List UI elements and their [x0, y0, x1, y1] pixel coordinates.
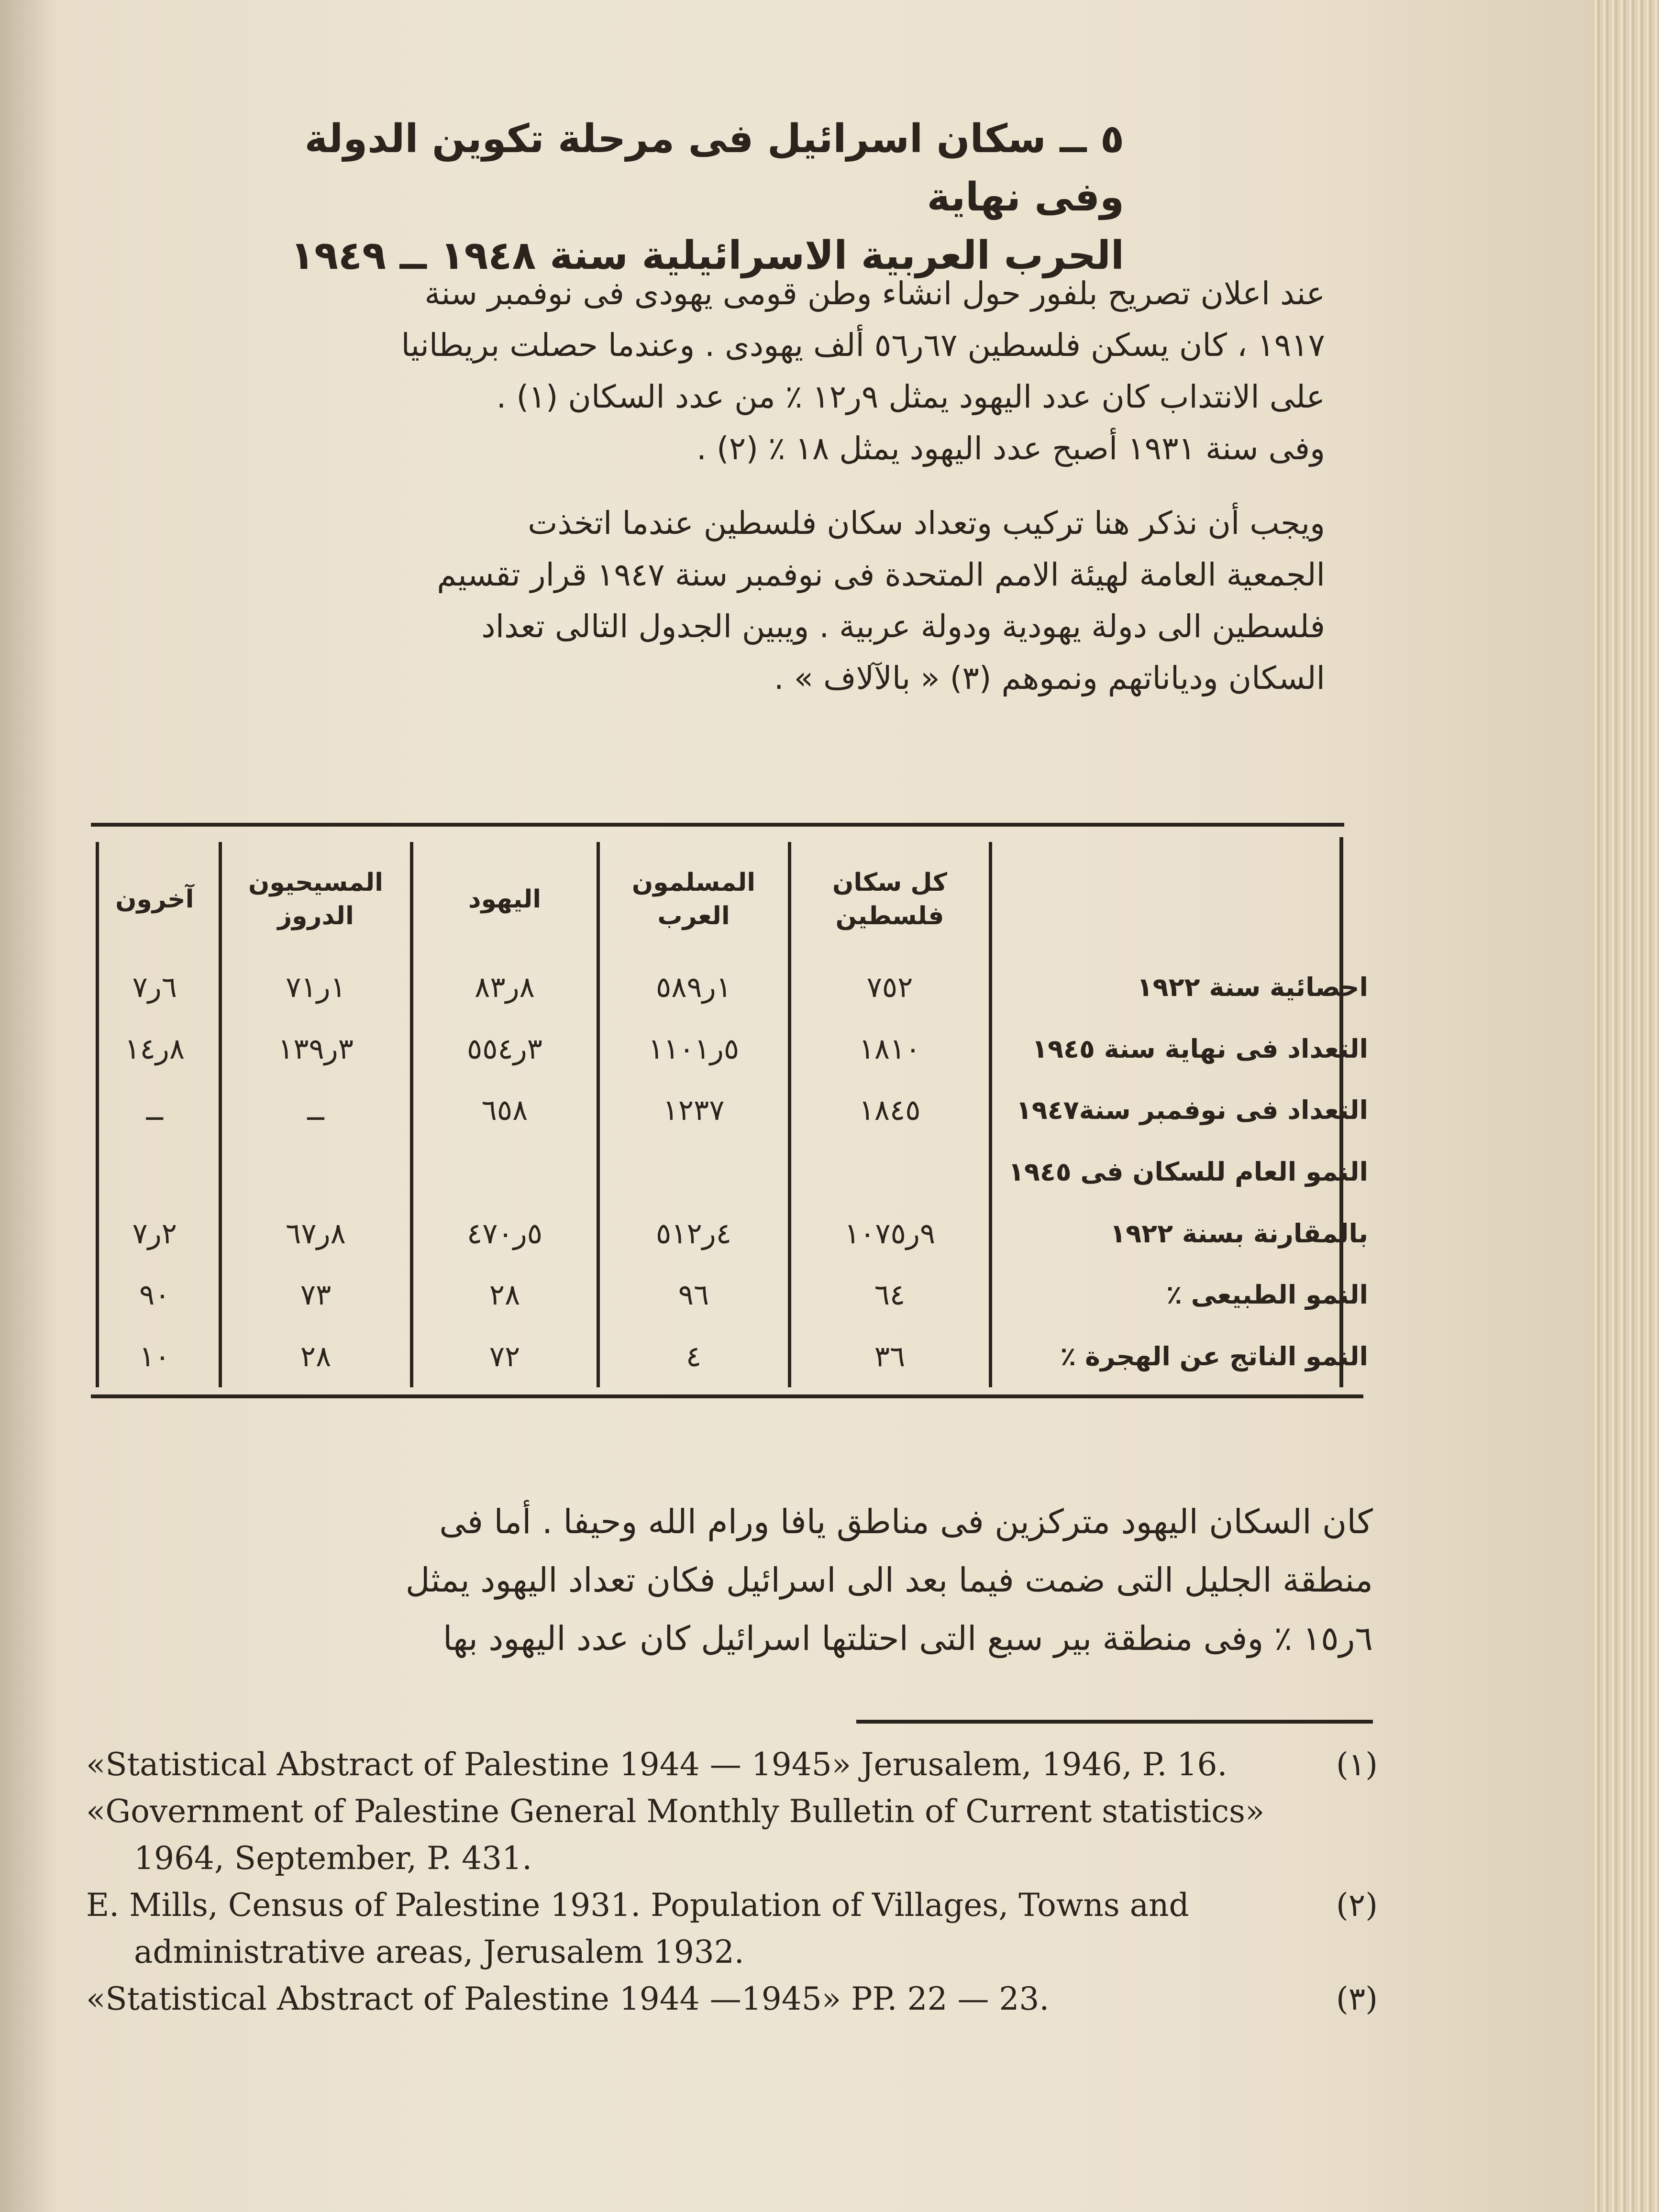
- row-label: النمو العام للسكان فى ١٩٤٥: [990, 1141, 1382, 1203]
- table-row: [91, 1080, 1382, 1141]
- row-label: بالمقارنة بسنة ١٩٢٢: [990, 1203, 1382, 1264]
- table-row: [91, 1264, 1382, 1326]
- cell-all: ١٨٤٥: [789, 1080, 990, 1141]
- heading-line-1: ٥ ــ سكان اسرائيل فى مرحلة تكوين الدولة وفى نهاية: [304, 116, 1124, 220]
- paragraph-line: عند اعلان تصريح بلفور حول انشاء وطن قومى يهودى فى نوفمبر سنة: [424, 275, 1325, 312]
- footnote-rule: [856, 1720, 1373, 1724]
- cell-jews: ٧٢: [411, 1326, 598, 1387]
- heading-line-2: الحرب العربية الاسرائيلية سنة ١٩٤٨ ــ ١٩٤٩: [290, 233, 1124, 278]
- cell-all: ٧٥٢: [789, 957, 990, 1018]
- footnote-3: [86, 1976, 1378, 2023]
- paragraph-partition: [100, 498, 1325, 704]
- cell-all: ٣٦: [789, 1326, 990, 1387]
- cell-christians: ٧٣: [220, 1264, 411, 1326]
- paragraph-line: ١٩١٧ ، كان يسكن فلسطين ٦٧ر٥٦ ألف يهودى . وعندما حصلت بريطانيا: [401, 327, 1325, 364]
- footnote-number: (١): [1336, 1746, 1378, 1783]
- cell-christians: ٣ر١٣٩: [220, 1018, 411, 1080]
- paragraph-line: وفى سنة ١٩٣١ أصبح عدد اليهود يمثل ١٨ ٪ (٢) .: [697, 430, 1325, 467]
- cell-others: ٩٠: [139, 1278, 170, 1312]
- paragraph-line: ٦ر١٥ ٪ وفى منطقة بير سبع التى احتلتها اسرائيل كان عدد اليهود بها: [442, 1619, 1373, 1658]
- footnote-number: (٣): [1336, 1980, 1378, 2017]
- cell-others: ــ: [146, 1094, 163, 1128]
- table-row: [91, 957, 1382, 1018]
- paragraph-line: فلسطين الى دولة يهودية ودولة عربية . ويبين الجدول التالى تعداد: [481, 608, 1325, 645]
- footnote-2-continued: [86, 1929, 1378, 1976]
- paragraph-line: الجمعية العامة لهيئة الامم المتحدة فى نوفمبر سنة ١٩٤٧ قرار تقسيم: [437, 556, 1325, 593]
- section-heading: [249, 110, 1124, 285]
- cell-others: ١٠: [139, 1339, 170, 1373]
- cell-all: ٩ر١٠٧٥: [789, 1203, 990, 1264]
- row-label: النمو الطبيعى ٪: [990, 1264, 1382, 1326]
- cell-christians: ٨ر٦٧: [220, 1203, 411, 1264]
- cell-jews: ٢٨: [411, 1264, 598, 1326]
- cell-christians: ــ: [220, 1080, 411, 1141]
- cell-all: ١٨١٠: [789, 1018, 990, 1080]
- cell-all: ٦٤: [789, 1264, 990, 1326]
- table-bottom-rule: [91, 1394, 1363, 1398]
- paragraph-line: منطقة الجليل التى ضمت فيما بعد الى اسرائيل فكان تعداد اليهود يمثل: [405, 1560, 1373, 1600]
- cell-muslims: ١٢٣٧: [598, 1080, 789, 1141]
- cell-muslims: [598, 1141, 789, 1203]
- footnote-1: [86, 1741, 1378, 1788]
- page-edges: [1593, 0, 1659, 2212]
- footnote-text: «Statistical Abstract of Palestine 1944 — 1945» Jerusalem, 1946, P. 16.: [86, 1746, 1228, 1783]
- cell-muslims: ٥ر١١٠١: [598, 1018, 789, 1080]
- cell-muslims: ٤: [598, 1326, 789, 1387]
- header-others: آخرون: [115, 885, 194, 914]
- footnote-1-continued: [86, 1788, 1378, 1835]
- paragraph-distribution: [86, 1493, 1373, 1668]
- cell-muslims: ٤ر٥١٢: [598, 1203, 789, 1264]
- footnote-text: «Statistical Abstract of Palestine 1944 —1945» PP. 22 — 23.: [86, 1980, 1050, 2017]
- cell-others: ٨ر١٤: [124, 1032, 185, 1066]
- spine-shadow: [0, 0, 57, 2212]
- header-jews: اليهود: [411, 842, 598, 957]
- cell-others: ٢ر٧: [132, 1217, 177, 1250]
- table-row: [91, 1141, 1382, 1203]
- table-row: [91, 1203, 1382, 1264]
- paragraph-line: السكان ودياناتهم ونموهم (٣) « بالآلاف » .: [774, 660, 1325, 697]
- cell-christians: ٢٨: [220, 1326, 411, 1387]
- cell-all: [789, 1141, 990, 1203]
- table-header-row: [91, 842, 1382, 957]
- row-label: التعداد فى نهاية سنة ١٩٤٥: [990, 1018, 1382, 1080]
- footnote-text: administrative areas, Jerusalem 1932.: [134, 1934, 744, 1970]
- cell-muslims: ٩٦: [598, 1264, 789, 1326]
- population-table: [91, 823, 1382, 1411]
- header-label: [990, 842, 1382, 957]
- cell-jews: ٨ر٨٣: [411, 957, 598, 1018]
- cell-jews: [411, 1141, 598, 1203]
- row-label: احصائية سنة ١٩٢٢: [990, 957, 1382, 1018]
- cell-muslims: ١ر٥٨٩: [598, 957, 789, 1018]
- cell-others: ٦ر٧: [132, 971, 177, 1005]
- paragraph-line: ويجب أن نذكر هنا تركيب وتعداد سكان فلسطين عندما اتخذت: [528, 505, 1325, 542]
- paragraph-line: على الانتداب كان عدد اليهود يمثل ٩ر١٢ ٪ من عدد السكان (١) .: [496, 378, 1325, 415]
- table-row: [91, 1018, 1382, 1080]
- table-top-rule: [91, 823, 1344, 827]
- paragraph-line: كان السكان اليهود متركزين فى مناطق يافا ورام الله وحيفا . أما فى: [439, 1502, 1373, 1541]
- footnote-text: «Government of Palestine General Monthly Bulletin of Current statistics»: [86, 1793, 1265, 1830]
- header-christians: المسيحيون الدروز: [220, 842, 411, 957]
- footnote-text: 1964, September, P. 431.: [134, 1840, 532, 1877]
- header-all-population: كل سكان فلسطين: [789, 842, 990, 957]
- paragraph-balfour: [100, 268, 1325, 475]
- footnote-number: (٢): [1336, 1887, 1378, 1924]
- header-muslims: المسلمون العرب: [598, 842, 789, 957]
- cell-jews: ٦٥٨: [411, 1080, 598, 1141]
- footnote-2: [86, 1882, 1378, 1929]
- footnotes: [86, 1741, 1378, 2023]
- table-row: [91, 1326, 1382, 1387]
- footnote-1-continued: [86, 1835, 1378, 1882]
- cell-others: [91, 1141, 220, 1203]
- footnote-text: E. Mills, Census of Palestine 1931. Population of Villages, Towns and: [86, 1887, 1189, 1924]
- data-table: [91, 842, 1382, 1387]
- cell-christians: ١ر٧١: [220, 957, 411, 1018]
- cell-jews: ٣ر٥٥٤: [411, 1018, 598, 1080]
- cell-jews: ٥ر٤٧٠: [411, 1203, 598, 1264]
- cell-christians: [220, 1141, 411, 1203]
- row-label: النمو الناتج عن الهجرة ٪: [990, 1326, 1382, 1387]
- row-label: التعداد فى نوفمبر سنة١٩٤٧: [990, 1080, 1382, 1141]
